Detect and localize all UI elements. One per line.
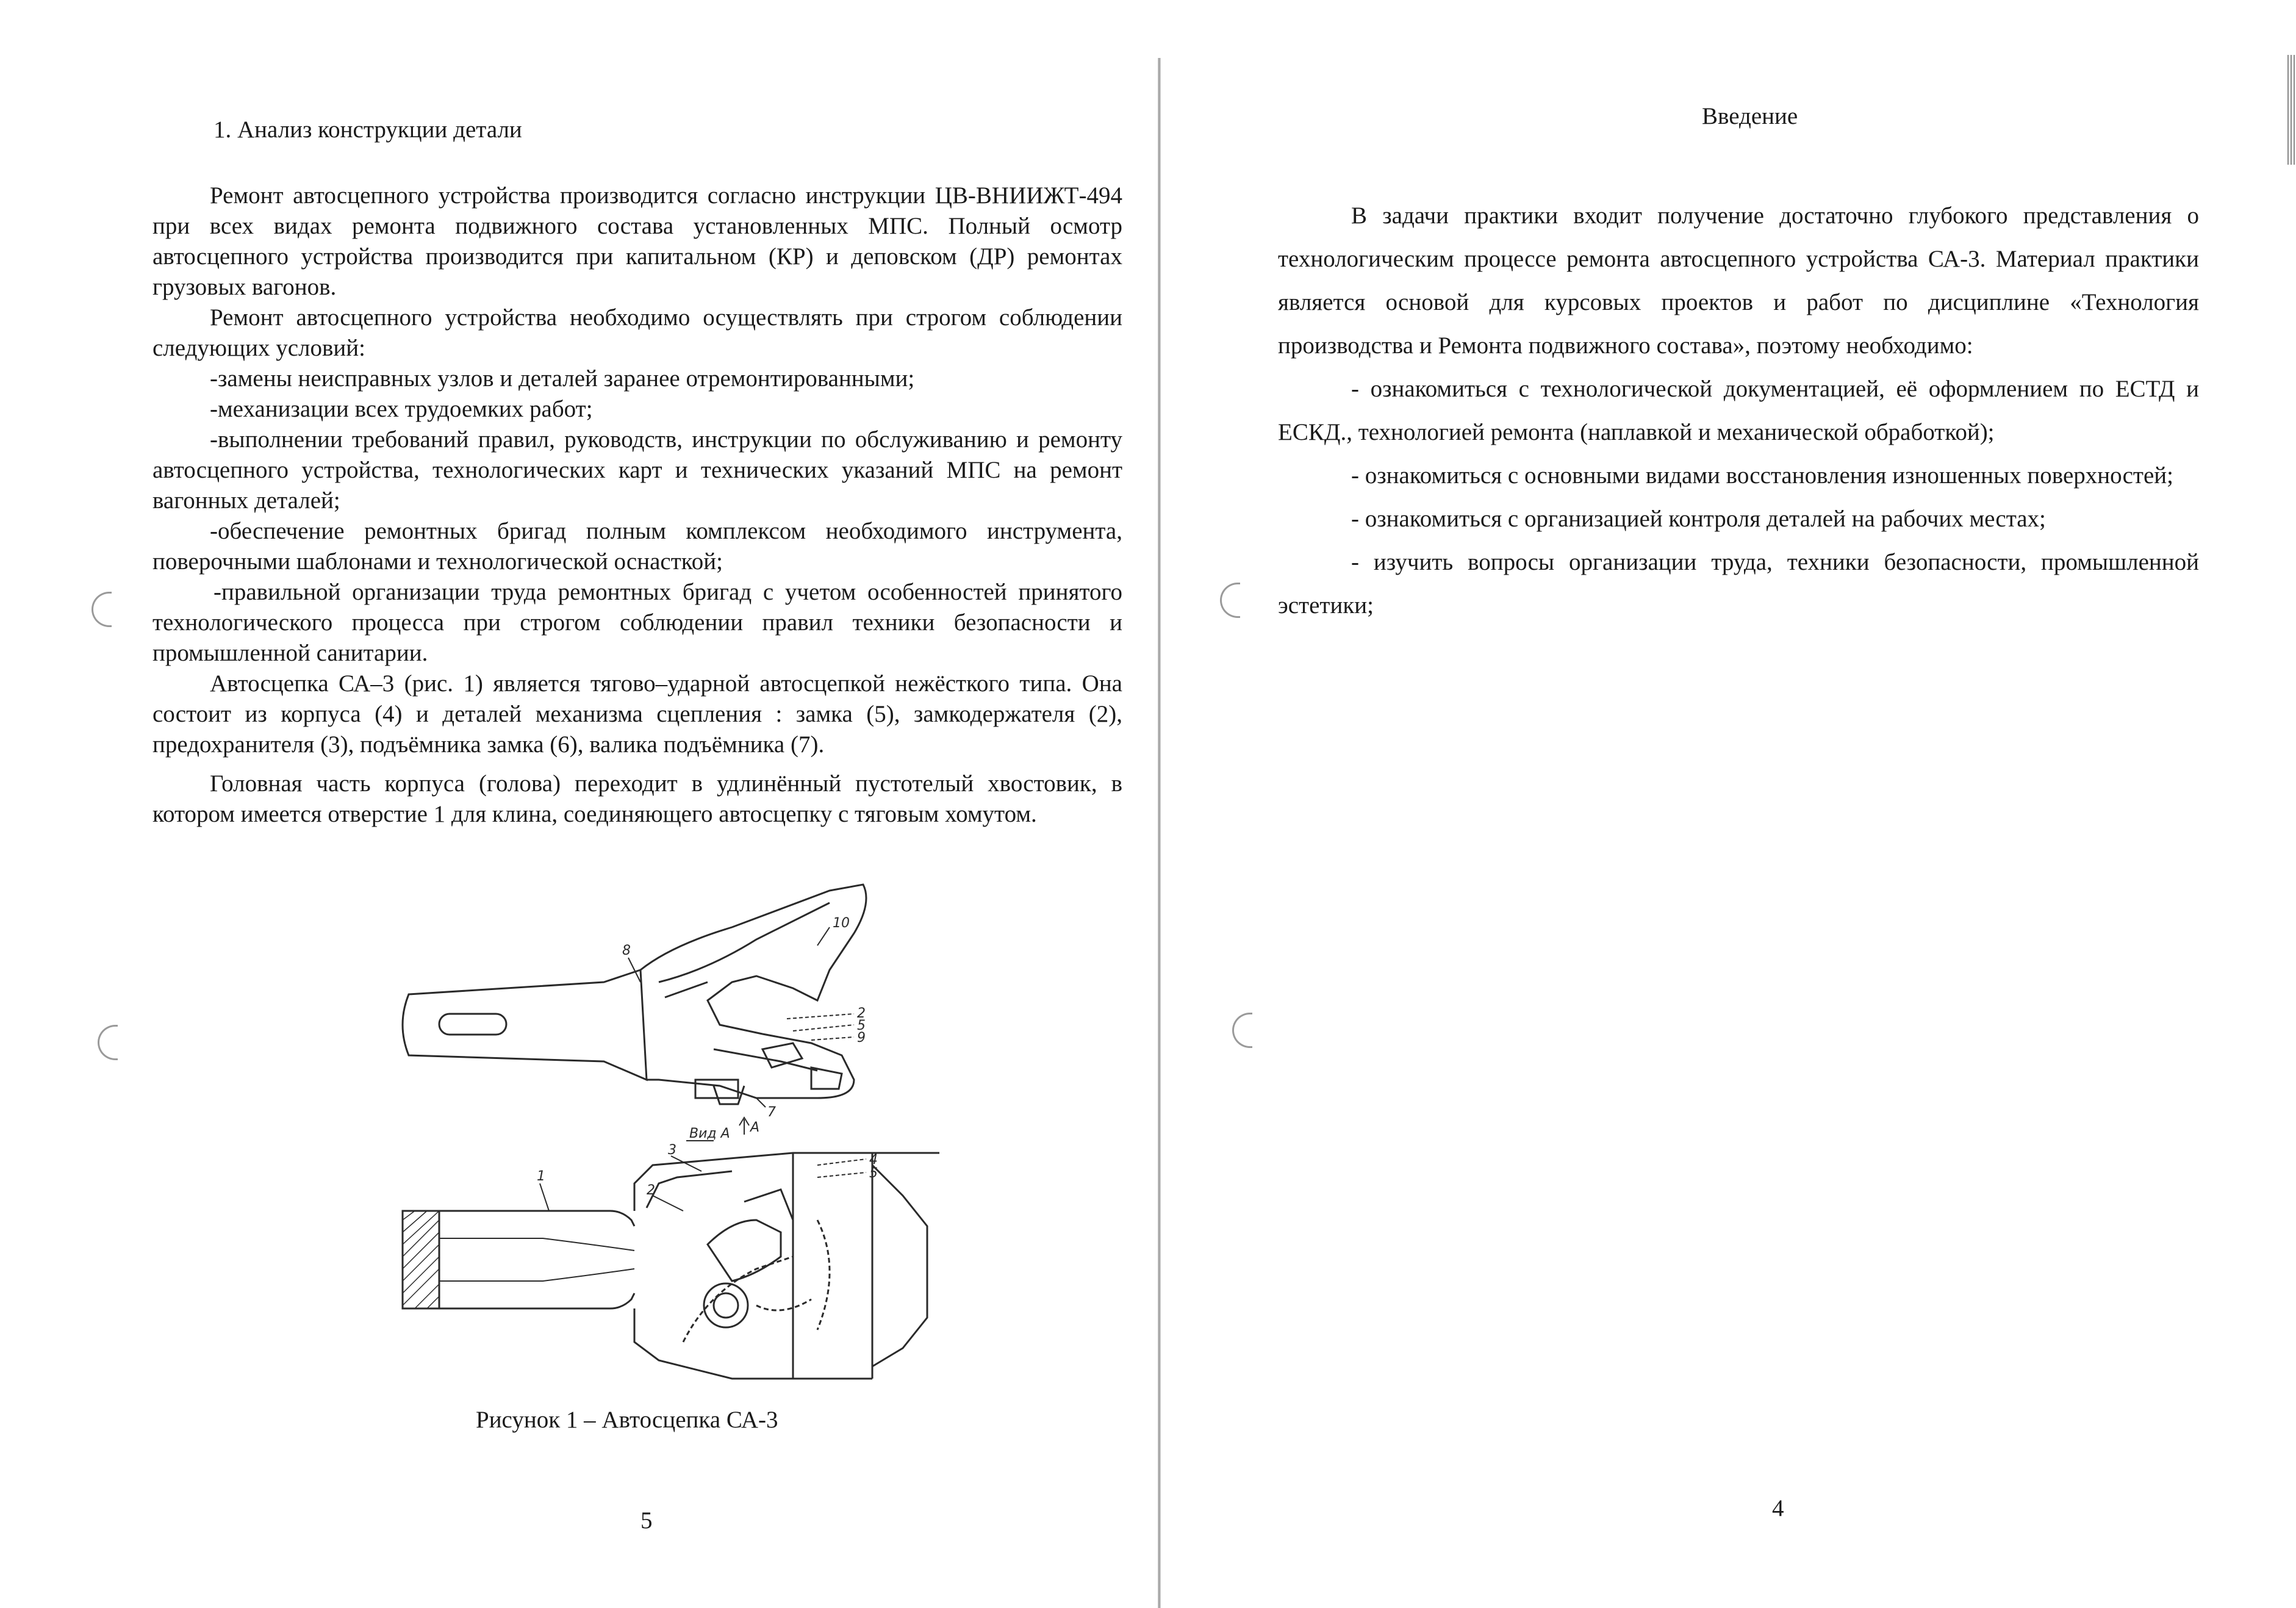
list-item: - ознакомиться с основными видами восстановления изношенных поверхностей; xyxy=(1351,462,2173,489)
callout-label: 8 xyxy=(622,943,631,958)
list-item: -механизации всех трудоемких работ; xyxy=(210,396,593,422)
page-title: Введение xyxy=(1702,103,1798,129)
list-item: -обеспечение ремонтных бригад полным комплексом необходимого инструмента, поверочными шаблонами и технологической оснасткой; xyxy=(152,518,1122,575)
callout-label: 1 xyxy=(537,1169,545,1184)
callout-label: 3 xyxy=(668,1143,676,1158)
paragraph: Автосцепка СА–3 (рис. 1) является тягово–ударной автосцепкой нежёсткого типа. Она состоит из корпуса (4) и деталей механизма сцепления : замка (5), замкодержателя (2), предохранителя (3), подъёмника замка (6), валика подъёмника (7). xyxy=(152,670,1122,758)
paragraph: Ремонт автосцепного устройства необходимо осуществлять при строгом соблюдении следующих условий: xyxy=(152,304,1122,361)
callout-label: 9 xyxy=(857,1030,866,1046)
punch-hole xyxy=(91,592,112,627)
callout-label: 5 xyxy=(869,1166,878,1181)
punch-hole xyxy=(98,1025,118,1060)
list-item: - ознакомиться с организацией контроля деталей на рабочих местах; xyxy=(1351,506,2046,532)
list-item: - изучить вопросы организации труда, техники безопасности, промышленной эстетики; xyxy=(1278,549,2199,619)
punch-hole xyxy=(1232,1013,1252,1048)
callout-label: 5 xyxy=(857,1018,866,1033)
list-item: -замены неисправных узлов и деталей заранее отремонтированными; xyxy=(210,365,915,392)
paragraph: Головная часть корпуса (голова) переходит в удлинённый пустотелый хвостовик, в котором имеется отверстие 1 для клина, соединяющего автосцепку с тяговым хомутом. xyxy=(152,770,1122,827)
paragraph: В задачи практики входит получение достаточно глубокого представления о технологическим процессе ремонта автосцепного устройства СА-3. Материал практики является основой для курсовых проектов и работ по дисциплине «Технология производства и Ремонта подвижного состава», поэтому необходимо: xyxy=(1278,203,2199,359)
section-title: 1. Анализ конструкции детали xyxy=(213,117,522,143)
figure-caption: Рисунок 1 – Автосцепка СА-3 xyxy=(476,1407,778,1433)
callout-label: 2 xyxy=(647,1183,655,1198)
callout-label: 4 xyxy=(869,1152,878,1168)
paragraph: Ремонт автосцепного устройства производится согласно инструкции ЦВ-ВНИИЖТ-494 при всех видах ремонта подвижного состава установленных МПС. Полный осмотр автосцепного устройства производится при капитальном (КР) и деповском (ДР) ремонтах грузовых вагонов. xyxy=(152,182,1122,300)
arrow-label: А xyxy=(750,1120,760,1135)
right-body xyxy=(1278,194,2199,627)
coupler-drawing xyxy=(390,878,939,1391)
page-number: 4 xyxy=(1772,1495,1784,1521)
left-body xyxy=(152,181,1122,830)
page-number: 5 xyxy=(640,1507,653,1534)
right-page xyxy=(1171,0,2296,1608)
list-item: -правильной организации труда ремонтных бригад с учетом особенностей принятого технологического процесса при строгом соблюдении правил техники безопасности и промышленной санитарии. xyxy=(152,579,1122,666)
callout-label: 10 xyxy=(833,916,850,931)
callout-label: 2 xyxy=(857,1006,866,1021)
list-item: - ознакомиться с технологической документацией, её оформлением по ЕСТД и ЕСКД., технологией ремонта (наплавкой и механической обработкой); xyxy=(1278,376,2199,445)
punch-hole xyxy=(1220,583,1240,618)
view-label: Вид А xyxy=(689,1126,730,1141)
list-item: -выполнении требований правил, руководств, инструкции по обслуживанию и ремонту автосцепного устройства, технологических карт и технических указаний МПС на ремонт вагонных деталей; xyxy=(152,426,1122,514)
callout-label: 7 xyxy=(767,1105,776,1120)
